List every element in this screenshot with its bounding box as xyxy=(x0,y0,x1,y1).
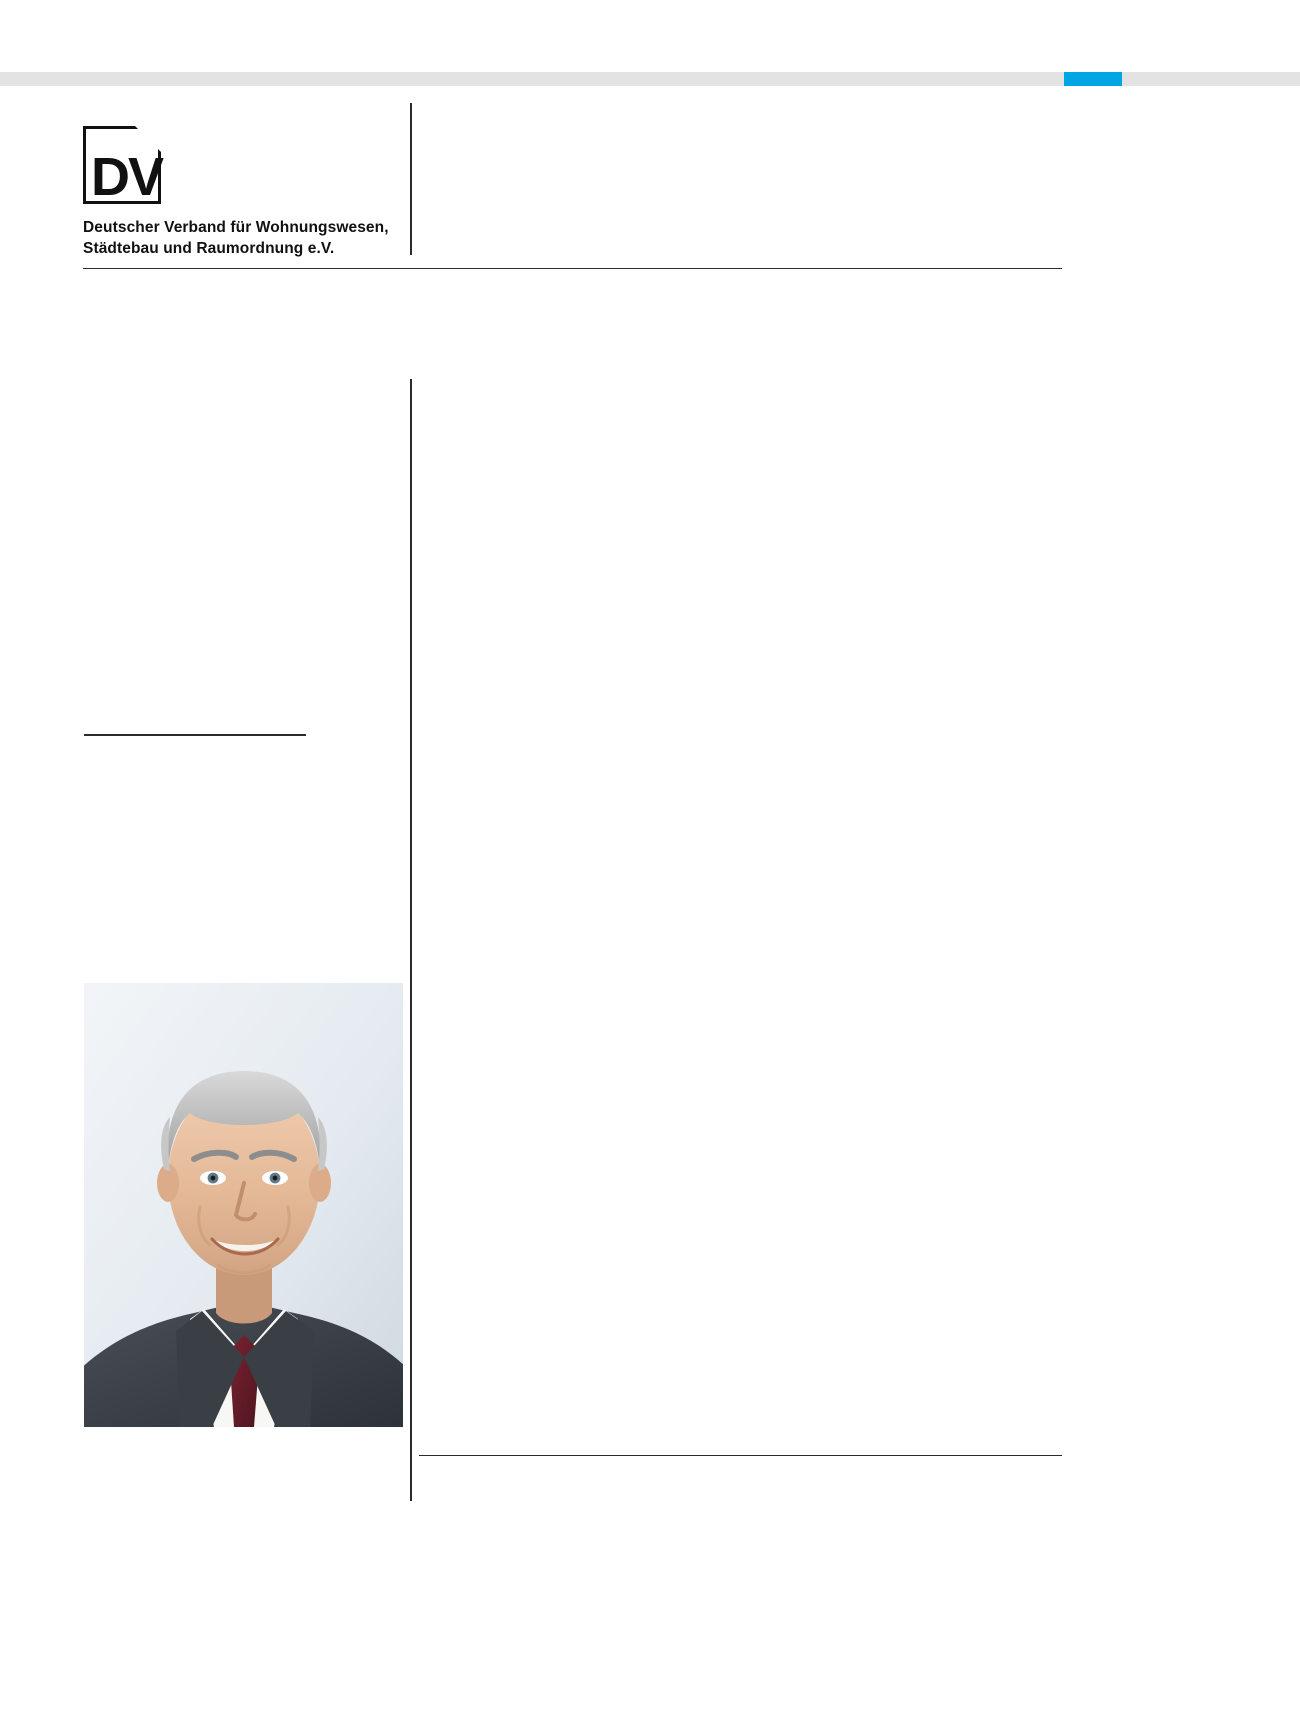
horizontal-rule-header xyxy=(83,268,1062,269)
dv-logo-mark xyxy=(83,126,163,207)
organization-name xyxy=(83,217,413,259)
horizontal-rule-footer xyxy=(419,1455,1062,1456)
portrait-illustration xyxy=(84,983,403,1427)
header-accent-block xyxy=(1064,72,1122,86)
organization-logo xyxy=(83,126,403,259)
organization-name-line1: Deutscher Verband für Wohnungswesen, xyxy=(83,219,389,236)
dv-logo-letters: DV xyxy=(91,147,163,207)
organization-name-line2: Städtebau und Raumordnung e.V. xyxy=(83,240,335,257)
horizontal-rule-left-column xyxy=(84,734,306,736)
vertical-rule-body xyxy=(410,379,412,1501)
portrait-photo xyxy=(84,983,403,1427)
dv-logo-corner-wedge xyxy=(135,126,161,152)
